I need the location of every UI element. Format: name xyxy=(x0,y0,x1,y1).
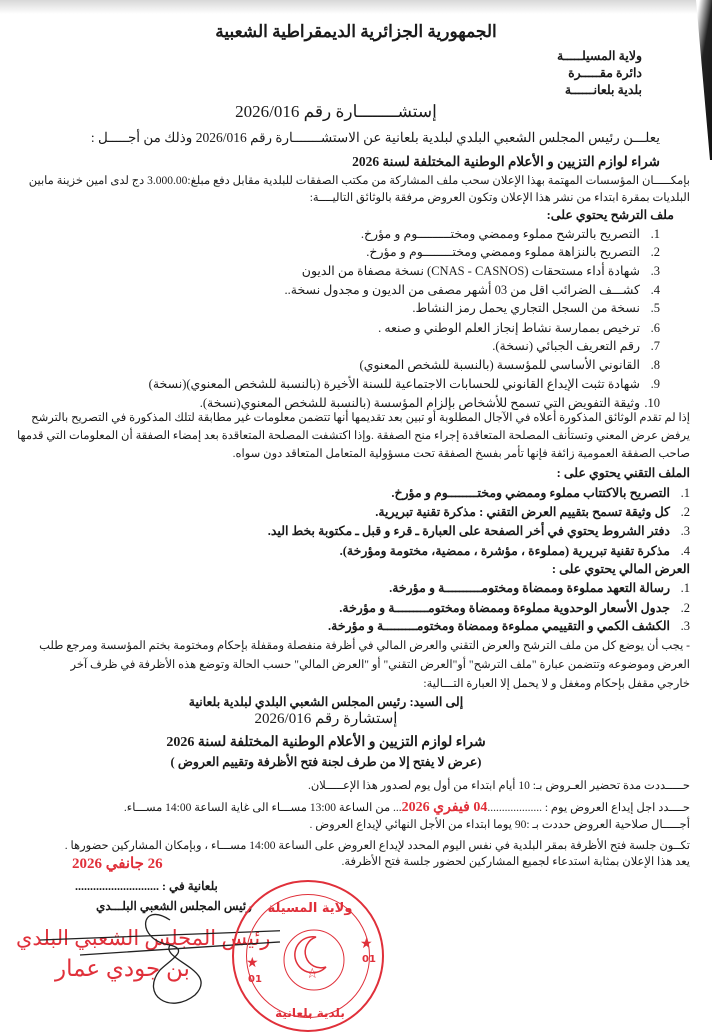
financial-item xyxy=(339,600,690,616)
financial-item xyxy=(389,580,690,596)
technical-item xyxy=(375,504,690,520)
item-number: 1. xyxy=(680,581,690,595)
technical-item xyxy=(268,523,690,539)
item-number: 8. xyxy=(650,358,660,372)
item-text: كل وثيقة تسمح بتقييم العرض التقني : مذكرة تقنية تبريرية. xyxy=(375,505,670,519)
item-text: ترخيص بممارسة نشاط إنجاز العلم الوطني و صنعه . xyxy=(378,321,640,335)
republic-header: الجمهورية الجزائرية الديمقراطية الشعبية xyxy=(215,22,497,41)
item-number: 3. xyxy=(680,619,690,633)
item-text: وثيقة التفويض التي تسمح للأشخاص بإلزام المؤسسة (بالنسبة للشخص المعنوي(نسخة). xyxy=(199,396,640,410)
signature-place: بلعانية في : ............................ xyxy=(75,879,218,893)
warning-line: إذا لم تقدم الوثائق المذكورة أعلاه في الآجال المطلوبة أو تبين بعد تقديمها أنها تتضمن معلومات غير مطابقة لتلك المذكورة في التصريح بالترشح xyxy=(31,412,690,424)
envelope-line: العرض وموضوعه وتتضمن عبارة "ملف الترشح" أو"العرض التقني" أو "العرض المالي" حسب الحالة وتوضع هذه الأظرفة في ظرف آخر xyxy=(70,659,690,671)
outer-subject: شراء لوازم التزيين و الأعلام الوطنية المختلفة لسنة 2026 xyxy=(166,735,486,750)
announcement: يعلـــن رئيس المجلس الشعبي البلدي لبلدية بلعانية عن الاستشـــــــارة رقم 2026/016 وذلك من أجـــــل : xyxy=(90,130,660,145)
candidature-item xyxy=(149,376,660,392)
item-text: التصريح بالنزاهة مملوء وممضي ومختــــــــوم و مؤرخ. xyxy=(366,245,640,259)
deadline-date-stamp: 04 فيفري 2026 xyxy=(401,800,488,815)
item-number: 7. xyxy=(650,339,660,353)
candidature-item xyxy=(285,282,660,298)
item-number: 2. xyxy=(680,505,690,519)
item-number: 10. xyxy=(644,396,660,410)
signature-role: رئيس المجلس الشعبي البلـــدي xyxy=(96,899,252,913)
deadline-dots: ................... xyxy=(487,802,542,814)
intro-line: بإمكـــــان المؤسسات المهتمة بهذا الإعلان سحب ملف المشاركة من مكتب الصفقات للبلدية مقابل دفع مبلغ:3.000.00 دج لدى امين خزينة مابين xyxy=(28,175,690,187)
item-text: شهادة تثبت الإيداع القانوني للحسابات الاجتماعية للسنة الأخيرة (بالنسبة للشخص المعنوي)(نسخة) xyxy=(148,377,640,391)
item-text: جدول الأسعار الوحدوية مملوءة وممضاة ومختومـــــــــة و مؤرخة. xyxy=(339,601,670,615)
candidature-item xyxy=(492,338,660,354)
item-number: 5. xyxy=(650,301,660,315)
validity: أجـــــال صلاحية العروض حددت بـ :90 يوما ابتداء من الأجل النهائي لإيداع العروض . xyxy=(309,819,690,831)
outer-note: (عرض لا يفتح إلا من طرف لجنة فتح الأظرفة وتقييم العروض ) xyxy=(170,755,482,769)
svg-text:01: 01 xyxy=(362,954,376,965)
technical-heading: الملف التقني يحتوي على : xyxy=(556,466,690,480)
intro-line: البلديات بمقرة ابتداء من نشر هذا الإعلان وتكون العروض مرفقة بالوثائق التاليــــة: xyxy=(309,192,690,204)
scan-shadow xyxy=(0,0,712,14)
item-text: كشـــف الضرائب اقل من 03 أشهر مصفى من الديون و مجدول نسخة.. xyxy=(284,283,640,297)
svg-text:☆: ☆ xyxy=(306,966,319,982)
item-text: نسخة من السجل التجاري يحمل رمز النشاط. xyxy=(412,301,640,315)
item-text: شهادة أداء مستحقات (CNAS - CASNOS) نسخة مصفاة من الديون xyxy=(301,264,640,278)
subject: شراء لوازم التزيين و الأعلام الوطنية المختلفة لسنة 2026 xyxy=(352,154,660,169)
deadline-line xyxy=(124,800,690,816)
warning-line: يرفض عرض المعني وتستأنف المصلحة المتعاقدة إجراء منح الصفقة .وإذا اكتشفت المصلحة المتعاقدة بعد إمضاء الصفقة أن المعلومات التي قدمها xyxy=(17,430,690,442)
candidature-item xyxy=(302,263,660,279)
daira: دائرة مقـــــرة xyxy=(568,66,642,80)
name-stamp-title: رئيس المجلس الشعبي البلدي xyxy=(16,926,271,950)
candidature-item xyxy=(361,226,660,242)
item-number: 1. xyxy=(650,227,660,241)
item-number: 1. xyxy=(680,486,690,500)
svg-text:بلدية بلعانية: بلدية بلعانية xyxy=(275,1006,345,1020)
wilaya: ولاية المسيلـــــة xyxy=(556,49,642,63)
item-text: القانوني الأساسي للمؤسسة (بالنسبة للشخص المعنوي) xyxy=(359,358,640,372)
page-title: إستشــــــــارة رقم 2026/016 xyxy=(235,102,437,121)
item-text: التصريح بالترشح مملوء وممضي ومختـــــــــوم و مؤرخ. xyxy=(360,227,640,241)
financial-heading: العرض المالي يحتوي على : xyxy=(551,562,690,576)
item-number: 3. xyxy=(650,264,660,278)
item-number: 2. xyxy=(680,601,690,615)
financial-item xyxy=(328,618,690,634)
candidature-heading: ملف الترشح يحتوي على: xyxy=(546,208,674,222)
envelope-line: خارجي مقفل بإحكام ومغفل و لا يحمل إلا العبارة التـــالية: xyxy=(423,678,690,690)
item-text: مذكرة تقنية تبريرية (مملوءة ، مؤشرة ، ممضية، مختومة ومؤرخة). xyxy=(339,544,670,558)
item-text: التصريح بالاكتتاب مملوء وممضي ومختــــــــوم و مؤرخ. xyxy=(391,486,670,500)
svg-text:ولاية المسيلة: ولاية المسيلة xyxy=(267,901,353,916)
deadline-hours: ... من الساعة 13:00 مســـاء الى غاية الساعة 14:00 مســـاء. xyxy=(123,802,402,814)
signature-date-stamp: 26 جانفي 2026 xyxy=(72,856,163,872)
envelope-line: - يجب أن يوضع كل من ملف الترشح والعرض التقني والعرض المالي في أظرفة منفصلة ومقفلة بإحكام ومختومة بختم المؤسسة ومرجع طلب xyxy=(39,640,690,652)
candidature-item xyxy=(200,395,660,411)
official-seal xyxy=(232,880,384,1032)
prep-period: حـــــددت مدة تحضير العـروض بـ: 10 أيام ابتداء من أول يوم لصدور هذا الإعـــــلان. xyxy=(307,780,690,792)
svg-text:01: 01 xyxy=(248,974,262,985)
name-stamp-name: بن جودي عمار xyxy=(55,956,190,981)
technical-item xyxy=(391,485,690,501)
item-number: 6. xyxy=(650,321,660,335)
deadline-label: حــــدد اجل إيداع العروض يوم : xyxy=(541,802,690,814)
svg-text:★: ★ xyxy=(360,936,373,952)
item-text: رقم التعريف الجبائي (نسخة). xyxy=(492,339,640,353)
candidature-item xyxy=(360,357,660,373)
item-number: 2. xyxy=(650,245,660,259)
invitation: يعد هذا الإعلان بمثابة استدعاء لجميع المشاركين لحضور جلسة فتح الأظرفة. xyxy=(341,856,690,868)
svg-text:★: ★ xyxy=(246,955,259,971)
outer-addressee: إلى السيد: رئيس المجلس الشعبي البلدي لبلدية بلعانية xyxy=(188,695,464,709)
item-text: رسالة التعهد مملوءة وممضاة ومختومــــــــــة و مؤرخة. xyxy=(389,581,670,595)
outer-ref: إستشارة رقم 2026/016 xyxy=(254,711,398,727)
item-text: الكشف الكمي و التقييمي مملوءة وممضاة ومختومـــــــــة و مؤرخة. xyxy=(328,619,670,633)
candidature-item xyxy=(366,244,660,260)
item-number: 4. xyxy=(680,544,690,558)
candidature-item xyxy=(378,320,660,336)
candidature-item xyxy=(412,300,660,316)
warning-line: صاحب الصفقة العمومية زائفة فإنها تأمر بفسخ الصفقة تحت مسؤولية المتعامل المتعاقد دون سواه. xyxy=(232,448,690,460)
opening-session: تكــون جلسة فتح الأظرفة بمقر البلدية في نفس اليوم المحدد لإيداع العروض على الساعة 14:00 مســـاء ، وبإمكان المشاركين حضورها . xyxy=(64,840,690,852)
technical-item xyxy=(340,543,690,559)
item-number: 3. xyxy=(680,524,690,538)
item-number: 4. xyxy=(650,283,660,297)
item-text: دفتر الشروط يحتوي في أخر الصفحة على العبارة ـ قرء و قبل ـ مكتوبة بخط اليد. xyxy=(267,524,670,538)
commune: بلدية بلعانــــــة xyxy=(564,83,642,97)
item-number: 9. xyxy=(650,377,660,391)
